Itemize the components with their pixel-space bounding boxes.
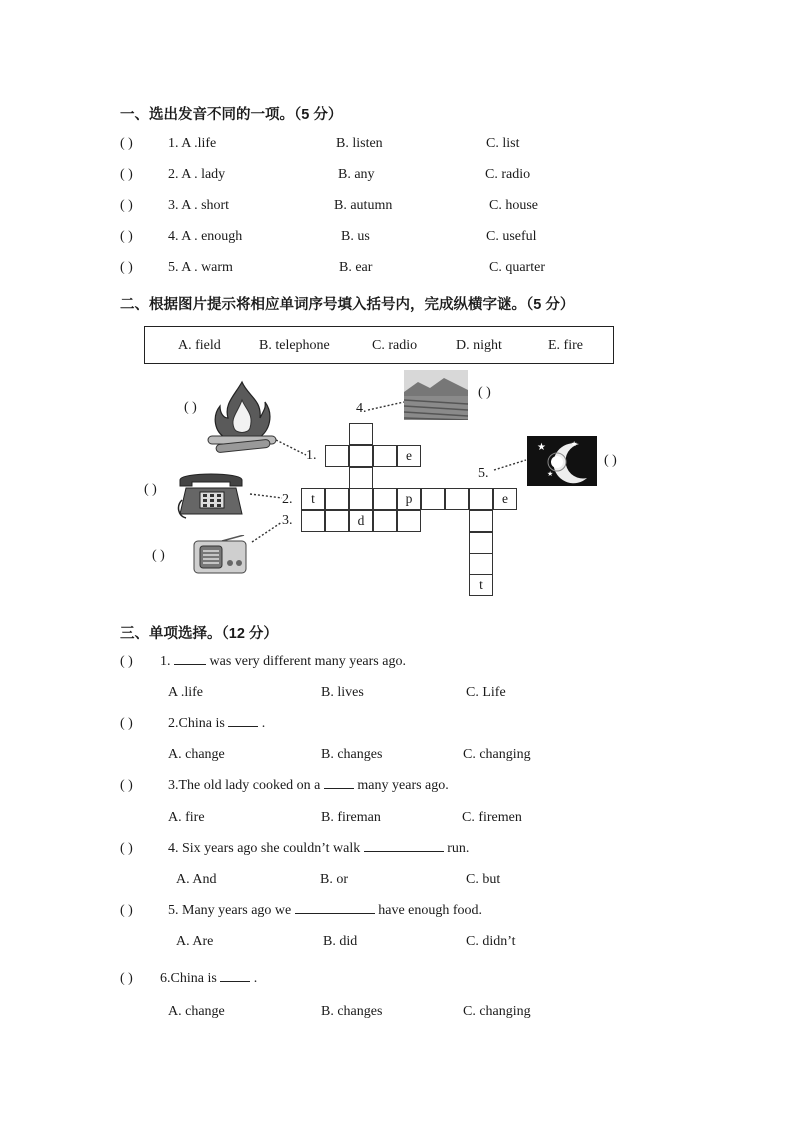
option-a: A. change [168, 747, 225, 762]
svg-text:★: ★ [537, 442, 546, 453]
question-option-c: C. list [486, 136, 520, 151]
question-stem: 3.The old lady cooked on a many years ago. [168, 778, 449, 793]
question-option-a: 4. A . enough [168, 229, 243, 244]
section3-title: 三、单项选择。（12 分） [120, 626, 278, 642]
option-a: A. Are [176, 934, 214, 949]
option-a: A. fire [168, 810, 205, 825]
option-c: C. didn’t [466, 934, 516, 949]
question-option-b: B. listen [336, 136, 383, 151]
answer-paren[interactable]: ( ) [120, 136, 133, 151]
word-bank-item: D. night [456, 338, 502, 353]
clue-number: 2. [282, 492, 293, 507]
answer-blank[interactable] [364, 851, 444, 852]
option-c: C. firemen [462, 810, 522, 825]
option-a: A .life [168, 685, 203, 700]
crossword-cell[interactable] [421, 488, 445, 510]
crossword-cell[interactable] [469, 553, 493, 575]
crossword-cell[interactable] [469, 532, 493, 554]
crossword-cell[interactable] [325, 445, 349, 467]
answer-paren[interactable]: ( ) [120, 778, 133, 793]
question-option-a: 2. A . lady [168, 167, 226, 182]
answer-paren[interactable]: ( ) [120, 260, 133, 275]
question-stem: 2.China is . [168, 716, 266, 731]
question-option-b: B. autumn [334, 198, 393, 213]
word-bank-item: E. fire [548, 338, 583, 353]
answer-paren[interactable]: ( ) [120, 167, 133, 182]
crossword-cell[interactable] [349, 445, 373, 467]
answer-paren[interactable]: ( ) [120, 229, 133, 244]
crossword-cell[interactable] [301, 510, 325, 532]
crossword-cell[interactable] [325, 488, 349, 510]
option-a: A. And [176, 872, 217, 887]
crossword-cell[interactable]: d [349, 510, 373, 532]
answer-paren[interactable]: ( ) [120, 903, 133, 918]
section1-title: 一、选出发音不同的一项。（5 分） [120, 107, 343, 123]
night-answer-paren[interactable]: ( ) [604, 453, 617, 468]
question-option-c: C. useful [486, 229, 537, 244]
option-c: C. Life [466, 685, 506, 700]
crossword-cell[interactable] [349, 488, 373, 510]
option-b: B. or [320, 872, 348, 887]
question-option-c: C. house [489, 198, 538, 213]
question-stem: 1. was very different many years ago. [160, 654, 406, 669]
answer-paren[interactable]: ( ) [120, 654, 133, 669]
svg-text:★: ★ [547, 470, 554, 478]
answer-blank[interactable] [174, 664, 206, 665]
clue-number: 1. [306, 448, 317, 463]
question-option-a: 5. A . warm [168, 260, 233, 275]
telephone-answer-paren[interactable]: ( ) [144, 482, 157, 497]
answer-paren[interactable]: ( ) [120, 841, 133, 856]
crossword-cell[interactable] [325, 510, 349, 532]
answer-paren[interactable]: ( ) [120, 716, 133, 731]
option-c: C. changing [463, 1004, 531, 1019]
question-option-b: B. any [338, 167, 375, 182]
word-bank-item: B. telephone [259, 338, 330, 353]
option-b: B. changes [321, 747, 383, 762]
question-option-c: C. quarter [489, 260, 545, 275]
crossword-cell[interactable]: e [397, 445, 421, 467]
question-option-b: B. ear [339, 260, 373, 275]
crossword-cell[interactable] [445, 488, 469, 510]
answer-blank[interactable] [228, 726, 258, 727]
word-bank-item: C. radio [372, 338, 418, 353]
crossword-cell[interactable]: t [301, 488, 325, 510]
answer-blank[interactable] [324, 788, 354, 789]
radio-answer-paren[interactable]: ( ) [152, 548, 165, 563]
word-bank-item: A. field [178, 338, 221, 353]
crossword-cell[interactable] [469, 510, 493, 532]
crossword-cell[interactable] [397, 510, 421, 532]
option-c: C. but [466, 872, 501, 887]
crossword-cell[interactable] [349, 467, 373, 489]
option-b: B. changes [321, 1004, 383, 1019]
section2-title: 二、根据图片提示将相应单词序号填入括号内，完成纵横字谜。（5 分） [120, 297, 575, 313]
option-b: B. did [323, 934, 358, 949]
svg-text:★: ★ [571, 440, 578, 448]
question-option-b: B. us [341, 229, 370, 244]
option-b: B. lives [321, 685, 364, 700]
question-option-a: 3. A . short [168, 198, 230, 213]
crossword-cell[interactable] [469, 488, 493, 510]
fire-answer-paren[interactable]: ( ) [184, 400, 197, 415]
answer-blank[interactable] [220, 981, 250, 982]
crossword-cell[interactable] [373, 488, 397, 510]
answer-paren[interactable]: ( ) [120, 971, 133, 986]
clue-number: 4. [356, 401, 367, 416]
option-b: B. fireman [321, 810, 381, 825]
option-c: C. changing [463, 747, 531, 762]
crossword-cell[interactable] [373, 510, 397, 532]
crossword-cell[interactable]: t [469, 574, 493, 596]
crossword-cell[interactable]: e [493, 488, 517, 510]
question-stem: 5. Many years ago we have enough food. [168, 903, 483, 918]
answer-paren[interactable]: ( ) [120, 198, 133, 213]
question-stem: 6.China is . [160, 971, 258, 986]
answer-blank[interactable] [295, 913, 375, 914]
crossword-cell[interactable]: p [397, 488, 421, 510]
option-a: A. change [168, 1004, 225, 1019]
field-answer-paren[interactable]: ( ) [478, 385, 491, 400]
crossword-cell[interactable] [373, 445, 397, 467]
question-option-c: C. radio [485, 167, 531, 182]
crossword-cell[interactable] [349, 423, 373, 445]
question-option-a: 1. A .life [168, 136, 217, 151]
question-stem: 4. Six years ago she couldn’t walk run. [168, 841, 470, 856]
clue-number: 3. [282, 513, 293, 528]
clue-number: 5. [478, 466, 489, 481]
